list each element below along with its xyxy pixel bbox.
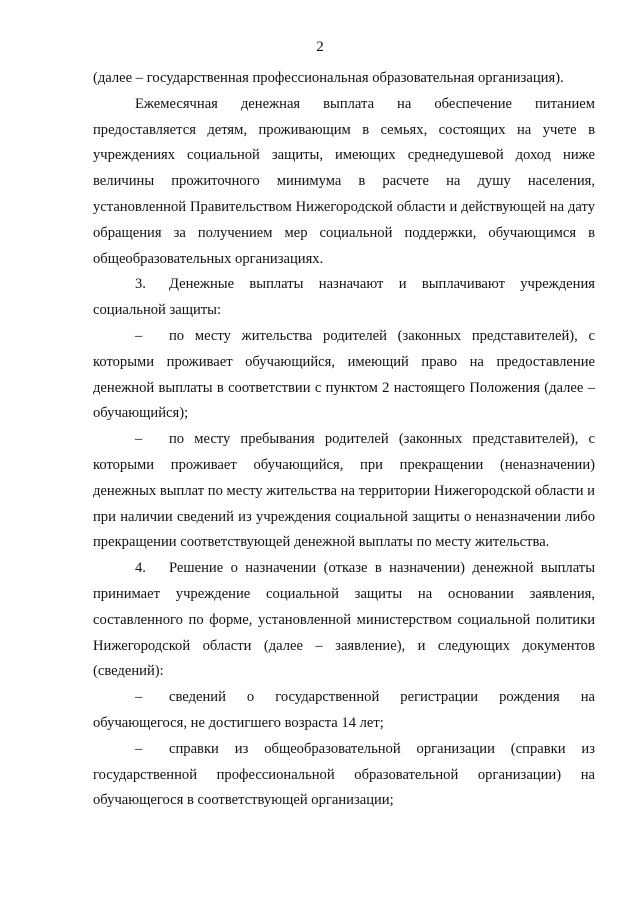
paragraph-text: по месту пребывания родителей (законных представителей), с которыми проживает обучающийся, при прекращении (неназначении) денежных выплат по месту жительства на территории Нижегородской области и при наличии сведений из учреждения социальной защиты о неназначении либо прекращении соответствующей денежной выплаты по месту жительства. xyxy=(93,431,595,551)
list-item-school-certificate xyxy=(93,737,595,814)
paragraph-text: Решение о назначении (отказе в назначении) денежной выплаты принимает учреждение социальной защиты на основании заявления, составленного по форме, установленной министерством социальной политики Нижегородской области (далее – заявление), и следующих документов (сведений): xyxy=(93,560,595,680)
list-dash: – xyxy=(135,431,143,448)
paragraph-text: Денежные выплаты назначают и выплачивают учреждения социальной защиты: xyxy=(93,276,595,319)
list-item-residence xyxy=(93,324,595,427)
item-number: 3. xyxy=(135,276,146,293)
item-number: 4. xyxy=(135,560,146,577)
paragraph-text: Ежемесячная денежная выплата на обеспечение питанием предоставляется детям, проживающим в семьях, состоящих на учете в учреждениях социальной защиты, имеющих среднедушевой доход ниже величины прожиточного минимума в расчете на душу населения, установленной Правительством Нижегородской области и действующей на дату обращения за получением мер социальной поддержки, обучающимся в общеобразовательных организациях. xyxy=(93,95,595,267)
paragraph-meal-payment xyxy=(93,92,595,273)
paragraph-text: по месту жительства родителей (законных представителей), с которыми проживает обучающийся, имеющий право на предоставление денежной выплаты в соответствии с пунктом 2 настоящего Положения (далее – обучающийся); xyxy=(93,327,595,422)
list-dash: – xyxy=(135,327,143,344)
paragraph-text: сведений о государственной регистрации рождения на обучающегося, не достигшего возраста 14 лет; xyxy=(93,689,595,731)
paragraph-text: (далее – государственная профессиональная образовательная организация). xyxy=(93,70,564,86)
list-dash: – xyxy=(135,689,143,706)
paragraph-continuation xyxy=(93,66,595,92)
paragraph-item-4 xyxy=(93,556,595,685)
page-number: 2 xyxy=(316,39,324,55)
paragraph-item-3 xyxy=(93,272,595,324)
paragraph-text: справки из общеобразовательной организации (справки из государственной профессиональной образовательной организации) на обучающегося в соответствующей организации; xyxy=(93,740,595,809)
list-item-stay xyxy=(93,427,595,556)
document-body xyxy=(93,66,595,814)
list-item-birth-registration xyxy=(93,685,595,737)
list-dash: – xyxy=(135,740,143,757)
